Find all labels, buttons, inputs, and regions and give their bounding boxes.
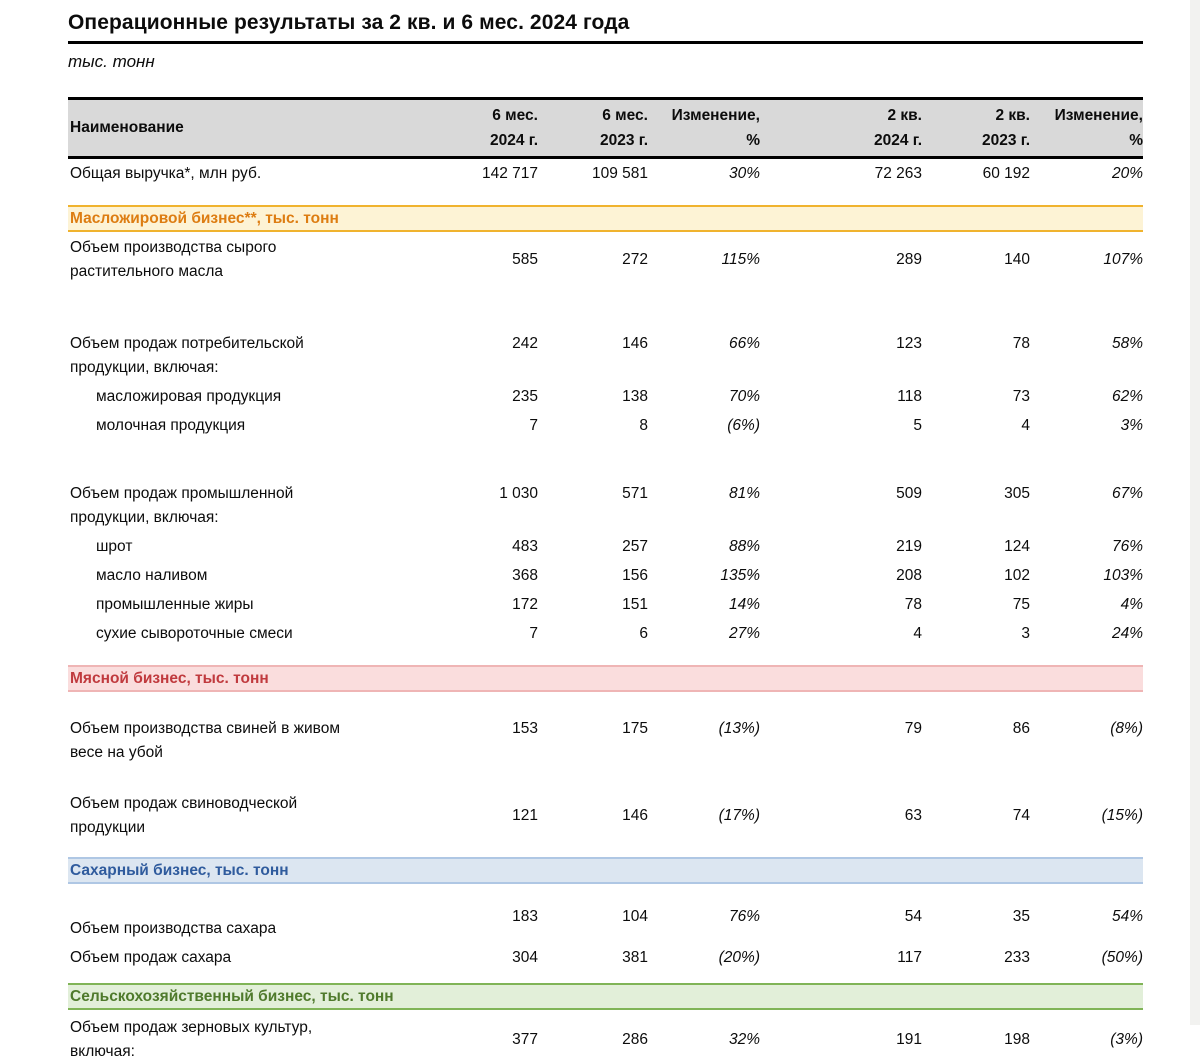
value-cell: 142 717	[481, 165, 538, 182]
value-cell: 8	[639, 417, 648, 434]
row-label-text: Объем производства сырого	[70, 239, 277, 256]
value-cell: 88%	[728, 538, 760, 555]
value-cell: 117	[897, 949, 922, 966]
column-header-line: Изменение,	[1054, 107, 1143, 124]
row-label-text: промышленные жиры	[96, 596, 254, 613]
row-label-text: Объем продаж промышленной	[70, 485, 294, 502]
value-cell: 368	[512, 567, 538, 584]
row-label-text: Объем продаж потребительской	[70, 335, 304, 352]
row-label-text: молочная продукция	[96, 417, 246, 434]
value-cell: 75	[1012, 596, 1030, 613]
section-header	[68, 205, 1143, 232]
value-cell: 4	[913, 625, 922, 642]
value-cell: (20%)	[718, 949, 760, 966]
value-cell: 20%	[1111, 165, 1143, 182]
row-label-text: Объем продаж свиноводческой	[70, 795, 298, 812]
value-cell: 5	[913, 417, 922, 434]
value-cell: 198	[1004, 1031, 1030, 1048]
row-label	[68, 592, 460, 617]
column-header-line: 6 мес.	[602, 107, 648, 124]
page-title: Операционные результаты за 2 кв. и 6 мес. 2024 года	[68, 0, 1143, 44]
row-label-text: продукции, включая:	[70, 359, 219, 376]
row-label	[68, 717, 460, 765]
row-label-text: масложировая продукция	[96, 388, 282, 405]
value-cell: 123	[896, 335, 922, 352]
column-header-change-6m	[648, 103, 760, 153]
value-cell: 74	[1012, 807, 1030, 824]
value-cell: (8%)	[1110, 720, 1143, 737]
units-subtitle: тыс. тонн	[68, 52, 155, 71]
value-cell: 156	[622, 567, 648, 584]
value-cell: 58%	[1111, 335, 1143, 352]
table-row	[68, 941, 1143, 970]
value-cell: 118	[897, 388, 922, 405]
value-cell: 81%	[728, 485, 760, 502]
table-row	[68, 900, 1143, 941]
value-cell: 3	[1021, 625, 1030, 642]
column-header-name: Наименование	[70, 119, 184, 136]
value-cell: 6	[639, 625, 648, 642]
value-cell: 86	[1012, 720, 1030, 737]
value-cell: 63	[904, 807, 922, 824]
value-cell: (6%)	[727, 417, 760, 434]
value-cell: 79	[904, 720, 922, 737]
value-cell: 3%	[1120, 417, 1143, 434]
row-label-text: продукции	[70, 819, 146, 836]
column-header-line: 6 мес.	[492, 107, 538, 124]
row-label	[68, 1016, 460, 1064]
value-cell: (3%)	[1110, 1031, 1143, 1048]
value-cell: 135%	[720, 567, 760, 584]
value-cell: 304	[512, 949, 538, 966]
value-cell: 76%	[728, 908, 760, 925]
value-cell: 242	[512, 335, 538, 352]
value-cell: 27%	[728, 625, 760, 642]
value-cell: 67%	[1111, 485, 1143, 502]
table-row	[68, 617, 1143, 646]
row-label-text: весе на убой	[70, 744, 163, 761]
column-header-line: %	[1129, 132, 1143, 149]
row-label	[68, 482, 460, 530]
value-cell: 233	[1004, 949, 1030, 966]
table-row	[68, 788, 1143, 840]
table-row-revenue	[68, 159, 1143, 188]
value-cell: 32%	[728, 1031, 760, 1048]
table-row	[68, 478, 1143, 530]
value-cell: 151	[622, 596, 648, 613]
row-label-text: Объем продаж сахара	[70, 949, 232, 966]
section-label: Масложировой бизнес**, тыс. тонн	[70, 210, 339, 227]
row-label	[68, 384, 460, 409]
value-cell: 4%	[1120, 596, 1143, 613]
row-label-text: Объем производства сахара	[70, 920, 277, 937]
value-cell: 76%	[1111, 538, 1143, 555]
row-label	[68, 792, 460, 840]
value-cell: 1 030	[499, 485, 538, 502]
column-header-line: 2024 г.	[490, 132, 538, 149]
section-header	[68, 857, 1143, 884]
table-row	[68, 409, 1143, 438]
report-content	[68, 0, 1143, 1064]
value-cell: 509	[896, 485, 922, 502]
row-label	[68, 413, 460, 438]
row-label	[68, 563, 460, 588]
table-body	[68, 205, 1143, 1064]
table-row	[68, 232, 1143, 284]
value-cell: (13%)	[718, 720, 760, 737]
value-cell: 70%	[728, 388, 760, 405]
value-cell: 208	[896, 567, 922, 584]
value-cell: 257	[622, 538, 648, 555]
row-label-text: растительного масла	[70, 263, 224, 280]
value-cell: 62%	[1111, 388, 1143, 405]
row-label-text: Объем продаж зерновых культур,	[70, 1019, 313, 1036]
value-cell: 172	[512, 596, 538, 613]
value-cell: 235	[512, 388, 538, 405]
value-cell: 30%	[728, 165, 760, 182]
row-label-text: масло наливом	[96, 567, 208, 584]
value-cell: 4	[1021, 417, 1030, 434]
row-label-text: включая:	[70, 1043, 135, 1060]
column-header-line: 2 кв.	[887, 107, 922, 124]
column-header-2q-2024	[760, 103, 922, 153]
value-cell: (17%)	[718, 807, 760, 824]
value-cell: 72 263	[874, 165, 922, 182]
table-row	[68, 328, 1143, 380]
column-header-line: 2023 г.	[600, 132, 648, 149]
column-header-line: 2024 г.	[874, 132, 922, 149]
value-cell: 140	[1004, 251, 1030, 268]
value-cell: 73	[1012, 388, 1030, 405]
value-cell: 78	[1012, 335, 1030, 352]
table-row	[68, 559, 1143, 588]
value-cell: 153	[512, 720, 538, 737]
value-cell: 104	[622, 908, 648, 925]
value-cell: 175	[622, 720, 648, 737]
value-cell: 219	[896, 538, 922, 555]
value-cell: 377	[512, 1031, 538, 1048]
section-label: Сельскохозяйственный бизнес, тыс. тонн	[70, 988, 394, 1005]
value-cell: 54	[904, 908, 922, 925]
value-cell: 183	[512, 908, 538, 925]
row-label-text: шрот	[96, 538, 133, 555]
value-cell: 115%	[721, 251, 760, 268]
column-header-line: Изменение,	[671, 107, 760, 124]
column-header-6m-2023	[538, 103, 648, 153]
value-cell: 272	[622, 251, 648, 268]
value-cell: 483	[512, 538, 538, 555]
row-label-text: Общая выручка*, млн руб.	[70, 165, 262, 182]
value-cell: 381	[622, 949, 648, 966]
column-header-line: 2 кв.	[995, 107, 1030, 124]
value-cell: 102	[1004, 567, 1030, 584]
table-row	[68, 530, 1143, 559]
value-cell: 54%	[1111, 908, 1143, 925]
value-cell: 289	[896, 251, 922, 268]
value-cell: 305	[1004, 485, 1030, 502]
column-header-2q-2023	[922, 103, 1030, 153]
value-cell: 103%	[1103, 567, 1143, 584]
section-label: Мясной бизнес, тыс. тонн	[70, 670, 269, 687]
row-label-text: сухие сывороточные смеси	[96, 625, 293, 642]
row-label-text: Объем производства свиней в живом	[70, 720, 341, 737]
value-cell: 571	[622, 485, 648, 502]
column-header-line: %	[746, 132, 760, 149]
row-label	[68, 236, 460, 284]
value-cell: 286	[622, 1031, 648, 1048]
row-label-text: продукции, включая:	[70, 509, 219, 526]
table-row	[68, 588, 1143, 617]
row-label	[68, 332, 460, 380]
value-cell: 146	[622, 335, 648, 352]
value-cell: 146	[622, 807, 648, 824]
value-cell: 138	[622, 388, 648, 405]
row-label	[68, 945, 460, 970]
column-header-6m-2024	[460, 103, 538, 153]
row-label	[68, 534, 460, 559]
value-cell: 121	[512, 807, 538, 824]
table-header	[68, 97, 1143, 159]
value-cell: 7	[529, 417, 538, 434]
value-cell: 124	[1004, 538, 1030, 555]
column-header-line: 2023 г.	[982, 132, 1030, 149]
table-row	[68, 713, 1143, 765]
value-cell: 107%	[1103, 251, 1143, 268]
value-cell: 14%	[728, 596, 760, 613]
section-header	[68, 983, 1143, 1010]
value-cell: 24%	[1111, 625, 1143, 642]
value-cell: 585	[512, 251, 538, 268]
value-cell: 191	[896, 1031, 922, 1048]
value-cell: 66%	[728, 335, 760, 352]
value-cell: 109 581	[591, 165, 648, 182]
section-header	[68, 665, 1143, 692]
value-cell: 78	[904, 596, 922, 613]
row-label	[68, 621, 460, 646]
table-row	[68, 1012, 1143, 1064]
value-cell: (50%)	[1101, 949, 1143, 966]
value-cell: 7	[529, 625, 538, 642]
row-label	[68, 161, 460, 186]
value-cell: 60 192	[982, 165, 1030, 182]
value-cell: 35	[1012, 908, 1030, 925]
column-header-change-2q	[1030, 103, 1143, 153]
section-label: Сахарный бизнес, тыс. тонн	[70, 862, 289, 879]
page-edge	[1190, 0, 1200, 1025]
row-label	[68, 904, 460, 941]
value-cell: (15%)	[1101, 807, 1143, 824]
table-row	[68, 380, 1143, 409]
